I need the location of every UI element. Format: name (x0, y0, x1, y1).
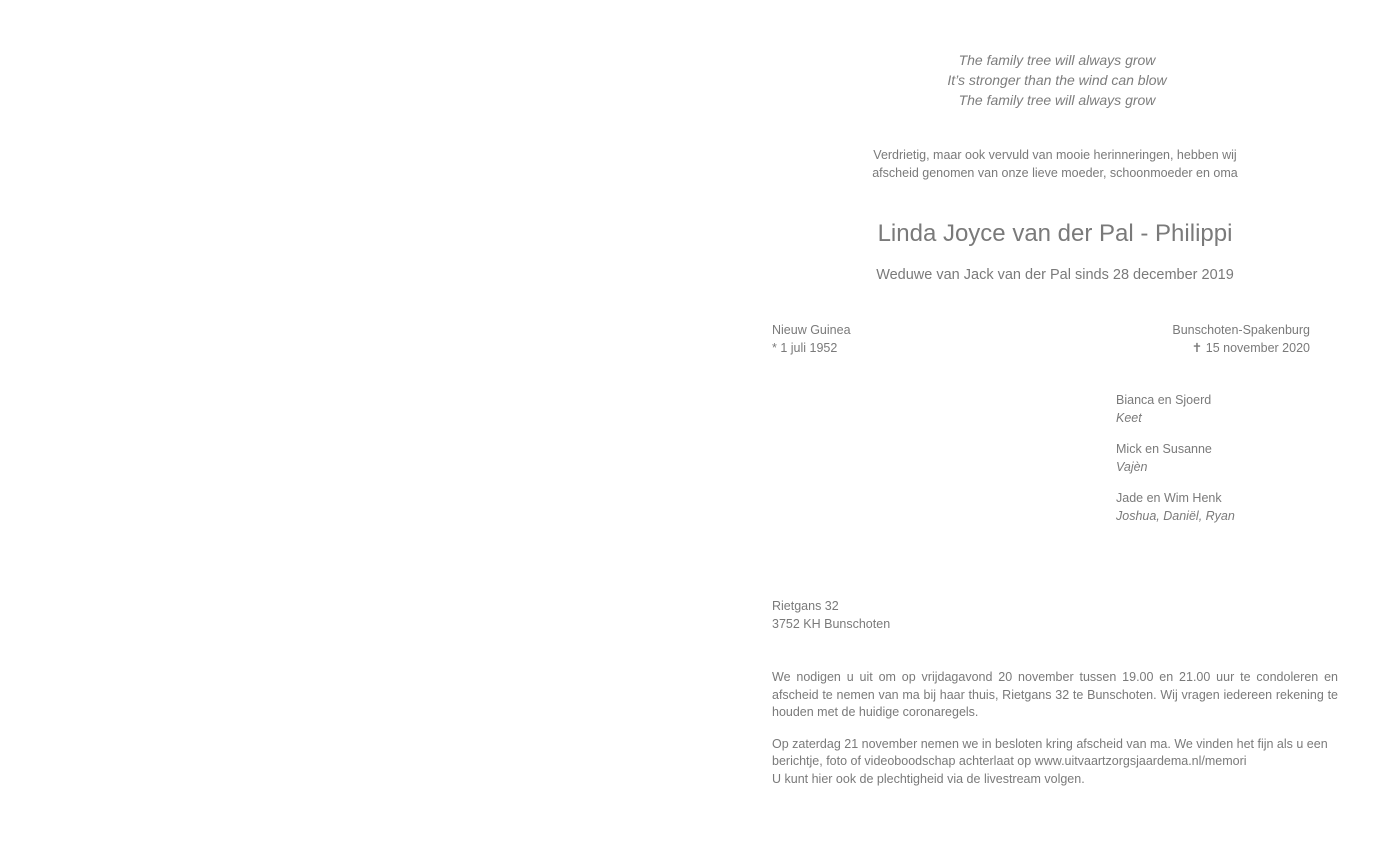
birth-place: Nieuw Guinea (772, 323, 851, 337)
poem (932, 50, 1182, 110)
family-group (1116, 392, 1235, 427)
birth-date: * 1 juli 1952 (772, 341, 838, 355)
family-group (1116, 490, 1235, 525)
notice-paragraph-2 (772, 736, 1338, 789)
poem-line-1: The family tree will always grow (958, 52, 1156, 68)
family-group (1116, 441, 1235, 476)
notice-paragraph-2-line-2: U kunt hier ook de plechtigheid via de livestream volgen. (772, 771, 1085, 786)
family-children: Keet (1116, 410, 1142, 425)
deceased-name: Linda Joyce van der Pal - Philippi (877, 220, 1233, 247)
birth-info (772, 321, 851, 357)
notice-paragraph-1: We nodigen u uit om op vrijdagavond 20 november tussen 19.00 en 21.00 uur te condoleren en afscheid te nemen van ma bij haar thuis, Rietgans 32 te Bunschoten. Wij vragen iedereen rekening te houden met de huidige coronaregels. (772, 670, 1338, 719)
announcement-page (700, 0, 1400, 850)
address-city: 3752 KH Bunschoten (772, 616, 891, 631)
condolence-notice (772, 669, 1338, 802)
poem-line-3: The family tree will always grow (958, 92, 1156, 108)
poem-line-2: It’s stronger than the wind can blow (947, 72, 1167, 88)
intro-line-2: afscheid genomen van onze lieve moeder, schoonmoeder en oma (872, 165, 1238, 180)
intro-text (840, 147, 1270, 182)
family-children: Vajèn (1116, 459, 1148, 474)
address-street: Rietgans 32 (772, 599, 839, 613)
death-info (1172, 321, 1310, 357)
widow-line: Weduwe van Jack van der Pal sinds 28 december 2019 (876, 267, 1234, 283)
home-address (772, 598, 890, 633)
family-parents: Mick en Susanne (1116, 442, 1212, 456)
notice-paragraph-2-line-1: Op zaterdag 21 november nemen we in besloten kring afscheid van ma. We vinden het fijn als u een berichtje, foto of videoboodschap achterlaat op www.uitvaartzorgsjaardema.nl/memori (772, 736, 1328, 768)
family-parents: Bianca en Sjoerd (1116, 393, 1212, 407)
death-place: Bunschoten-Spakenburg (1172, 323, 1310, 337)
family-children: Joshua, Daniël, Ryan (1116, 508, 1235, 523)
death-date: ✝ 15 november 2020 (1191, 341, 1310, 355)
family-list (1116, 392, 1235, 539)
intro-line-1: Verdrietig, maar ook vervuld van mooie herinneringen, hebben wij (873, 148, 1237, 162)
family-parents: Jade en Wim Henk (1116, 491, 1222, 505)
